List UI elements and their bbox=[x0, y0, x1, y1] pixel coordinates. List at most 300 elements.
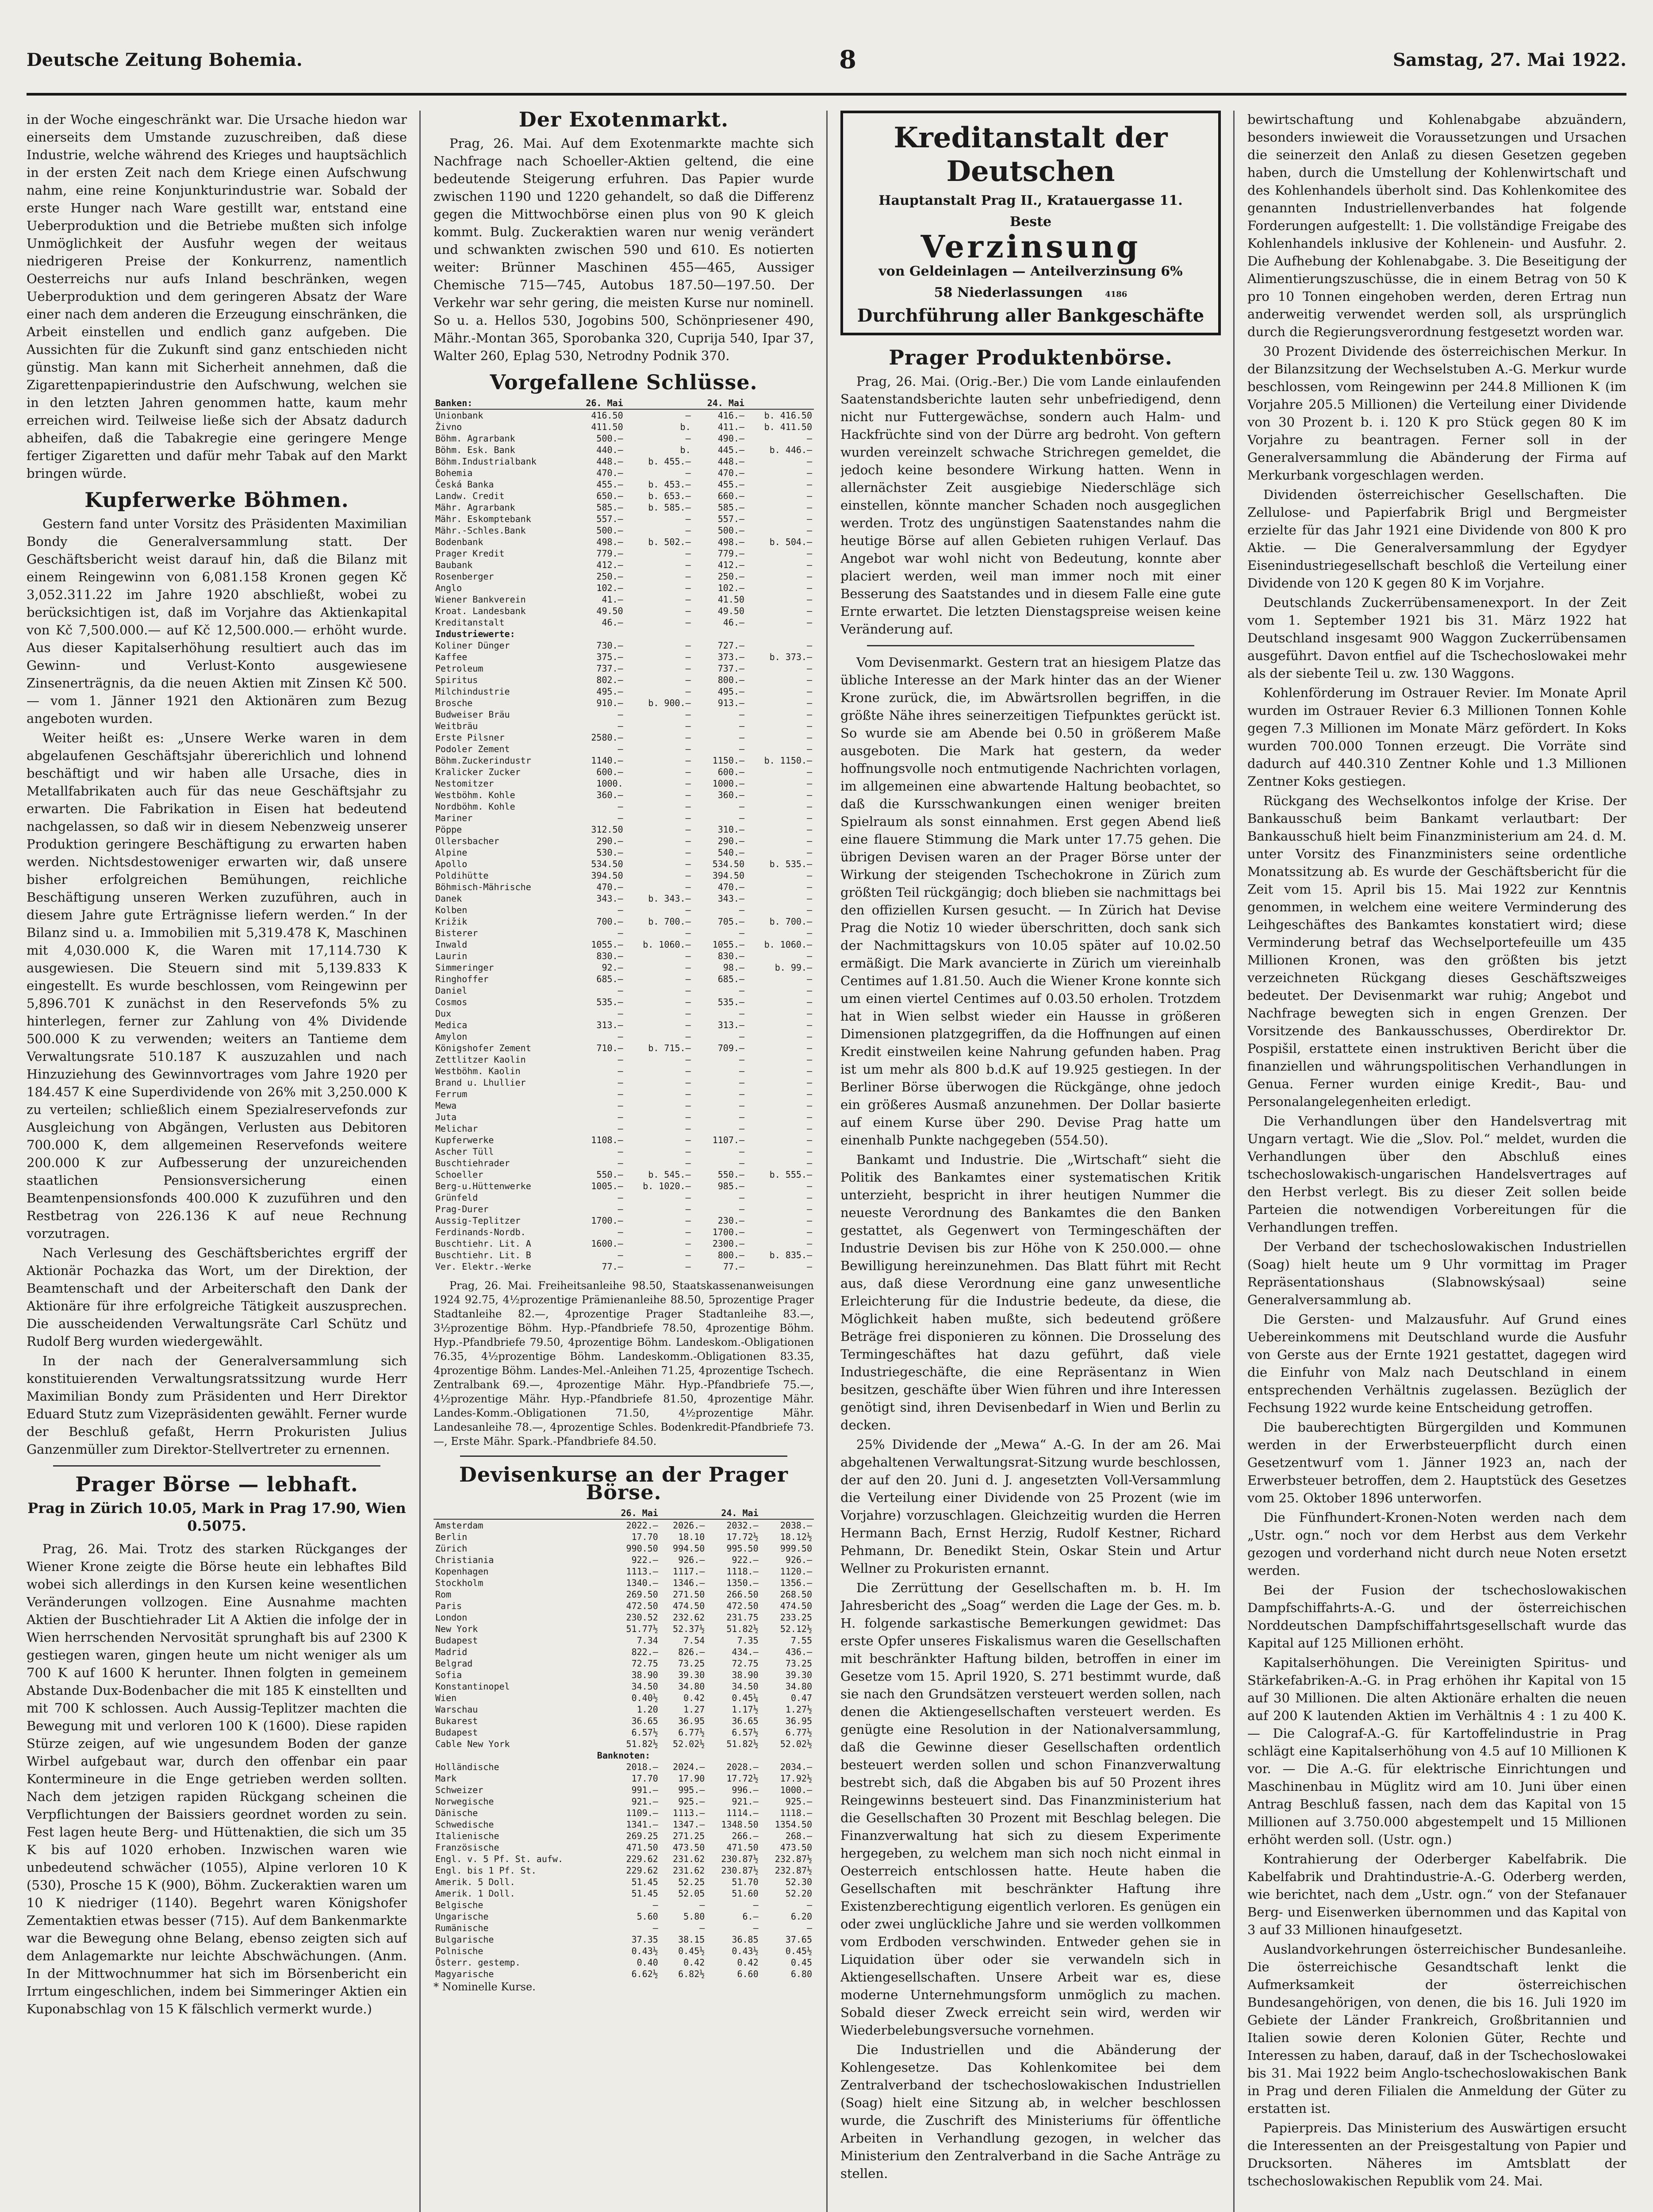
table-cell: Engl. v. 5 Pf. St. aufw. bbox=[435, 1854, 563, 1864]
table-cell: Apollo bbox=[435, 859, 468, 869]
table-cell: 266.— bbox=[732, 1831, 759, 1841]
table-cell: — bbox=[806, 721, 812, 731]
table-cell: 535.— bbox=[717, 997, 744, 1007]
table-cell: Böhmisch-Mährische bbox=[435, 882, 531, 892]
table-cell: — bbox=[685, 790, 691, 800]
table-cell: — bbox=[685, 1066, 691, 1076]
table-cell: — bbox=[739, 732, 744, 743]
table-cell: Österr. gestemp. bbox=[435, 1957, 521, 1968]
table-cell: — bbox=[806, 1238, 812, 1249]
table-cell: 1113.— bbox=[626, 1566, 658, 1577]
table-cell: b. 1060.— bbox=[764, 939, 812, 950]
table-row bbox=[433, 1807, 814, 1819]
table-cell: — bbox=[685, 1100, 691, 1111]
article-text: Kohlenförderung im Ostrauer Revier. Im Monate April wurden im Ostrauer Revier 6.3 Millionen Tonnen Kohle gegen 7.3 Millionen im Monate März gefördert. In Koks wurden 700.000 Tonnen erzeugt. Die Vorräte sind dadurch auf 440.310 Zentner Kohle und 1.3 Millionen Zentner Koks gestiegen. bbox=[1247, 685, 1626, 789]
table-cell: — bbox=[617, 1250, 623, 1260]
table-cell: 474.50 bbox=[673, 1601, 705, 1611]
subheadline: Prag in Zürich 10.05, Mark in Prag 17.90, Wien 0.5075. bbox=[27, 1500, 406, 1534]
table-cell: Ferrum bbox=[435, 1089, 468, 1099]
article-text: Papierpreis. Das Ministerium des Auswärtigen ersucht die Interessenten an der Preisgestaltung von Papier und Drucksorten. Näheres im Amtsblatt der tschechoslowakischen Republik vom 24. Mai. bbox=[1247, 2120, 1626, 2189]
table-cell: Rosenberger bbox=[435, 571, 494, 582]
table-cell: Berg-u.Hüttenwerke bbox=[435, 1181, 531, 1191]
table-cell: 51.60 bbox=[732, 1888, 759, 1899]
table-cell: 412.— bbox=[596, 560, 623, 570]
table-cell: b. 99.— bbox=[775, 962, 812, 973]
table-row bbox=[433, 1773, 814, 1784]
table-cell: — bbox=[685, 514, 691, 524]
table-cell: — bbox=[739, 1158, 744, 1168]
article-text: Der Verband der tschechoslowakischen Industriellen (Soag) hielt heute um 9 Uhr vormittag im Prager Repräsentationshaus (Slabnowskýsaal) seine Generalversammlung ab. bbox=[1247, 1239, 1626, 1307]
table-cell: — bbox=[753, 1900, 759, 1910]
table-cell: 102.— bbox=[596, 583, 623, 593]
table-cell: Mariner bbox=[435, 813, 473, 823]
table-cell: — bbox=[806, 514, 812, 524]
table-cell: — bbox=[617, 1158, 623, 1168]
table-cell: Magyarische bbox=[435, 1969, 494, 1979]
table-row bbox=[433, 1761, 814, 1773]
table-row bbox=[433, 962, 814, 973]
table-cell: — bbox=[739, 1008, 744, 1019]
ad-branches-text: 58 Niederlassungen bbox=[934, 285, 1083, 300]
table-cell: 448.— bbox=[717, 456, 744, 467]
table-cell: — bbox=[806, 801, 812, 812]
table-cell: Bukarest bbox=[435, 1716, 478, 1726]
table-cell: — bbox=[685, 640, 691, 651]
table-cell: — bbox=[685, 525, 691, 536]
table-cell: — bbox=[806, 767, 812, 777]
table-cell: Unionbank bbox=[435, 410, 483, 421]
article-text: Nach Verlesung des Geschäftsberichtes ergriff der Aktionär Pochazka das Wort, um der Direktion, der Beamtenschaft und der Arbeiterschaft den Dank der Aktionäre für ihre erfolgreiche Tätigkeit auszusprechen. Die ausscheidenden Verwaltungsräte Carl Schütz und Rudolf Berg wurden wiedergewählt. bbox=[27, 1245, 407, 1349]
table-cell: — bbox=[685, 1123, 691, 1134]
stock-table bbox=[433, 397, 814, 1272]
table-cell: — bbox=[806, 836, 812, 846]
table-cell: Amerik. 1 Doll. bbox=[435, 1888, 515, 1899]
table-row bbox=[433, 1899, 814, 1911]
table-cell: — bbox=[685, 778, 691, 789]
table-cell: — bbox=[806, 433, 812, 444]
table-cell: 52.12½ bbox=[780, 1624, 812, 1634]
table-cell: — bbox=[806, 594, 812, 605]
table-cell: 585.— bbox=[596, 502, 623, 513]
table-cell: Weitbräu bbox=[435, 721, 478, 731]
table-cell: — bbox=[806, 1146, 812, 1157]
table-cell: 51.82½ bbox=[726, 1624, 759, 1634]
ad-beste: Beste bbox=[1009, 214, 1052, 230]
table-cell: 2034.— bbox=[780, 1762, 812, 1772]
table-cell: — bbox=[806, 1261, 812, 1272]
currency-table bbox=[433, 1507, 814, 1980]
ad-verzinsung: Verzinsung bbox=[920, 228, 1141, 265]
table-cell: 36.85 bbox=[732, 1934, 759, 1945]
ad-code: 4186 bbox=[1105, 290, 1128, 299]
table-cell: 910.— bbox=[596, 698, 623, 708]
table-cell: Bohemia bbox=[435, 468, 473, 478]
table-cell: — bbox=[806, 985, 812, 996]
table-cell: 102.— bbox=[717, 583, 744, 593]
table-cell: 779.— bbox=[596, 548, 623, 559]
table-cell: 6.57½ bbox=[631, 1727, 658, 1738]
table-cell: New York bbox=[435, 1624, 478, 1634]
table-cell: — bbox=[685, 905, 691, 915]
table-cell: 991.— bbox=[631, 1785, 658, 1795]
table-cell: 46.— bbox=[723, 617, 744, 628]
table-cell: — bbox=[617, 905, 623, 915]
table-header-cell bbox=[660, 1507, 707, 1519]
table-row bbox=[433, 582, 814, 594]
table-cell: Nordböhm. Kohle bbox=[435, 801, 515, 812]
table-cell: 685.— bbox=[596, 974, 623, 984]
table-cell: — bbox=[617, 721, 623, 731]
table-cell: 550.— bbox=[596, 1169, 623, 1180]
table-cell: 1055.— bbox=[591, 939, 623, 950]
article-text: Die Fünfhundert-Kronen-Noten werden nach dem „Ustr. ogn.“ noch vor dem Herbst aus dem Verkehr gezogen und vorderhand nicht durch neue Noten ersetzt werden. bbox=[1247, 1510, 1626, 1578]
table-cell: Warschau bbox=[435, 1704, 478, 1715]
table-cell: 996.— bbox=[732, 1785, 759, 1795]
table-cell: Wiener Bankverein bbox=[435, 594, 526, 605]
article-text: Auslandvorkehrungen österreichischer Bundesanleihe. Die österreichische Gesandtschaft lenkt die Aufmerksamkeit der österreichischen Bundesangehörigen, von denen, die bis 16. Juli 1920 im Gebiete der Länder Frankreich, Großbritannien und Italien sowie deren Kolonien Güter, Rechte und Interessen zu haben, darauf, daß in der Tschechoslowakei bis 31. Mai 1922 beim Anglo-tschechoslowakischen Bank in Prag und deren Filialen die Anmeldung der Güter zu erstatten ist. bbox=[1247, 1942, 1626, 2116]
table-cell: 557.— bbox=[596, 514, 623, 524]
table-cell: — bbox=[739, 801, 744, 812]
table-cell: Aussig-Teplitzer bbox=[435, 1215, 521, 1226]
table-cell: 6.20 bbox=[790, 1911, 812, 1922]
table-cell: 1600.— bbox=[591, 1238, 623, 1249]
table-row bbox=[433, 1238, 814, 1249]
table-cell: 6.82½ bbox=[678, 1969, 705, 1979]
table-cell: 995.50 bbox=[726, 1543, 759, 1554]
table-cell: 7.55 bbox=[790, 1635, 812, 1646]
table-cell: 51.77½ bbox=[626, 1624, 658, 1634]
table-cell: Cosmos bbox=[435, 997, 468, 1007]
table-cell: — bbox=[806, 1089, 812, 1099]
headline-prager-boerse: Prager Börse — lebhaft. bbox=[75, 1472, 358, 1496]
table-row bbox=[433, 1957, 814, 1968]
article-text: Prag, 26. Mai. Trotz des starken Rückganges der Wiener Krone zeigte die Börse heute ein lebhaftes Bild wobei sich allerdings in den Kursen keine wesentlichen Veränderungen vollzogen. Eine Ausnahme machten Aktien der Buschtiehrader Lit A Aktien die infolge der in Wien herrschenden Nervosität sprunghaft bis auf 2300 K gestiegen waren, gingen heute um nicht weniger als um 700 K auf 1600 K herunter. Ihnen folgten in gemeinem Abstande Dux-Bodenbacher die mit 185 K einstellten und mit 700 K schlossen. Auch Aussig-Teplitzer machten die Bewegung mit und verloren 100 K (1600). Diese rapiden Stürze zeigen, auf wie ungesundem Boden der ganze Wirbel aufgebaut war, durch den offenbar ein paar Kontermineure in die Enge getrieben werden sollten. Nach dem jetzigen rapiden Rückgang scheinen die Verpflichtungen der Baissiers geordnet worden zu sein. Fest lagen heute Berg- und Hüttenaktien, die sich um 35 K bis auf 1020 erhoben. Inzwischen waren wie unbedeutend schwächer (1055), Alpine verloren 10 K (530), Prosche 15 K (900), Böhm. Zuckeraktien waren um 10 K niedriger (1140). Begehrt waren Königshofer Zementaktien etwas besser (715). Auf dem Bankenmarkte war die Bewegung ohne Belang, ebenso zeigten sich auf dem Anlagemarkte nur leichte Abschwächungen. (Anm. In der Mittwochnummer hat sich im Börsenbericht ein Irrtum eingeschlichen, indem bei Simmeringer Aktien ein Kuponabschlag von 15 K fälschlich vermerkt wurde.) bbox=[27, 1541, 407, 2016]
table-cell: — bbox=[617, 1077, 623, 1088]
table-cell: 455.— bbox=[717, 479, 744, 490]
table-cell: 660.— bbox=[717, 491, 744, 501]
table-row bbox=[433, 1911, 814, 1922]
table-cell: Mähr. Agrarbank bbox=[435, 502, 515, 513]
table-cell: Petroleum bbox=[435, 663, 483, 674]
article-text: bewirtschaftung und Kohlenabgabe abzuändern, besonders inwieweit die Voraussetzungen und Ursachen die seinerzeit den Anlaß zu diesen Gesetzen gegeben haben, durch die Umstellung der Kohlenwirtschaft und des Kohlenhandels überholt sind. Das Kohlenkomitee des genannten Industriellenverbandes hat folgende Forderungen aufgestellt: 1. Die vollständige Freigabe des Kohlenhandels inklusive der Kohlenein- und Ausfuhr. 2. Die Aufhebung der Kohlenabgabe. 3. Die Beseitigung der Alimentierungszuschüsse, die in einem Betrag von 50 K pro 10 Tonnen eingehoben werden, deren Ertrag nun anderweitig verwendet werden soll, als ursprünglich durch die Regierungsverordnung festgesetzt worden war. bbox=[1247, 112, 1626, 339]
table-row bbox=[433, 456, 814, 467]
table-section-label: Banknoten: bbox=[597, 1750, 651, 1761]
table-cell: — bbox=[806, 686, 812, 697]
table-cell: Amerik. 5 Doll. bbox=[435, 1877, 515, 1887]
table-cell: 700.— bbox=[596, 916, 623, 927]
table-cell: 1000. bbox=[596, 778, 623, 789]
table-cell: 411.50 bbox=[591, 422, 623, 432]
table-cell: 269.50 bbox=[626, 1589, 658, 1600]
table-cell: 709.— bbox=[717, 1043, 744, 1053]
table-row bbox=[433, 1704, 814, 1715]
table-cell: 343.— bbox=[596, 893, 623, 904]
table-row bbox=[433, 605, 814, 617]
table-cell: — bbox=[806, 1020, 812, 1030]
table-cell: Kopenhagen bbox=[435, 1566, 489, 1577]
table-cell: 534.50 bbox=[591, 859, 623, 869]
table-row bbox=[433, 1727, 814, 1738]
table-row bbox=[433, 1853, 814, 1865]
table-cell: Schwedische bbox=[435, 1819, 494, 1830]
footnote: * Nominelle Kurse. bbox=[433, 1981, 536, 1993]
table-cell: 18.10 bbox=[678, 1532, 705, 1542]
table-cell: — bbox=[806, 951, 812, 961]
table-cell: — bbox=[806, 698, 812, 708]
table-cell: 830.— bbox=[596, 951, 623, 961]
table-cell: 250.— bbox=[717, 571, 744, 582]
table-cell: — bbox=[685, 663, 691, 674]
table-cell: 6.77½ bbox=[678, 1727, 705, 1738]
table-cell: 394.50 bbox=[712, 870, 744, 881]
table-cell: 495.— bbox=[717, 686, 744, 697]
table-cell: 51.82½ bbox=[626, 1739, 658, 1749]
table-cell: 0.45½ bbox=[678, 1946, 705, 1956]
table-cell: 455.— bbox=[596, 479, 623, 490]
table-cell: 926.— bbox=[785, 1555, 812, 1565]
table-cell: — bbox=[806, 709, 812, 720]
table-row bbox=[433, 1226, 814, 1238]
table-cell: 6.62½ bbox=[631, 1969, 658, 1979]
table-cell: — bbox=[617, 1066, 623, 1076]
table-row bbox=[433, 1146, 814, 1157]
table-cell: 2024.— bbox=[673, 1762, 705, 1772]
table-cell: — bbox=[685, 870, 691, 881]
column-1 bbox=[27, 111, 407, 2212]
table-cell: b. 1060.— bbox=[643, 939, 691, 950]
table-cell: 52.37½ bbox=[673, 1624, 705, 1634]
table-cell: Westböhm. Kohle bbox=[435, 790, 515, 800]
table-cell: 49.50 bbox=[596, 606, 623, 616]
table-cell: 17.92½ bbox=[780, 1773, 812, 1784]
table-cell: London bbox=[435, 1612, 468, 1623]
table-cell: — bbox=[685, 813, 691, 823]
table-row bbox=[433, 1692, 814, 1704]
table-cell: — bbox=[739, 721, 744, 731]
table-cell: 7.35 bbox=[737, 1635, 759, 1646]
table-cell: 550.— bbox=[717, 1169, 744, 1180]
table-cell: — bbox=[806, 1204, 812, 1214]
table-cell: — bbox=[617, 985, 623, 996]
table-cell: 77.— bbox=[723, 1261, 744, 1272]
table-cell: Polnische bbox=[435, 1946, 483, 1956]
table-row bbox=[433, 1922, 814, 1934]
table-cell: Brosche bbox=[435, 698, 473, 708]
table-cell: 266.50 bbox=[726, 1589, 759, 1600]
table-cell: Ollersbacher bbox=[435, 836, 499, 846]
table-row bbox=[433, 1077, 814, 1088]
table-cell: 229.62 bbox=[626, 1854, 658, 1864]
table-cell: Wien bbox=[435, 1693, 457, 1703]
table-cell: — bbox=[685, 847, 691, 858]
table-row bbox=[433, 858, 814, 870]
table-cell: — bbox=[685, 583, 691, 593]
table-cell: — bbox=[685, 709, 691, 720]
article-text: Die Zerrüttung der Gesellschaften m. b. H. Im Jahresbericht des „Soag“ werden die Lage der Ges. m. b. H. folgende sarkastische Bemerkungen gewidmet: Das erste Opfer unseres Fiskalismus waren die Gesellschaften mit beschränkter Haftung bilden, betroffen in einer im Gesetze vom 15. April 1920, S. 271 bestimmt wurde, daß sie nach den Grundsätzen versteuert werden sollen, nach denen die Aktiengesellschaften versteuert werden. Es genügte eine Resolution in der Nationalversammlung, daß die Gewinne dieser Gesellschaften ordentlich besteuert werden sollen und schon Finanzverwaltung bestrebt sich, daß die Abgaben bis auf 50 Prozent ihres Reingewinns besteuert sind. Das Finanzministerium hat die Gesellschaften 30 Prozent mit Beschlag belegen. Die Finanzverwaltung hat sich zu diesem Experimente hergegeben, zu welchem man sich noch nicht einmal in Oesterreich entschlossen hatte. Heute haben die Gesellschaften mit beschränkter Haftung ihre Existenzberechtigung eigentlich verloren. Es genügen ein oder zwei unglückliche Jahre und sie werden vollkommen vom Erdboden verschwinden. Entweder gehen sie in Liquidation über oder sie verwandeln sich in Aktiengesellschaften. Unsere Arbeit war es, diese moderne Unternehmungsform unmöglich zu machen. Sobald dieser Zweck erreicht sein wird, werden wir Wiederbelebungsversuche vornehmen. bbox=[840, 1580, 1221, 2038]
table-cell: 434.— bbox=[732, 1647, 759, 1657]
table-cell: 232.62 bbox=[673, 1612, 705, 1623]
table-row bbox=[433, 617, 814, 628]
table-header-cell: 26. Mai bbox=[606, 1507, 660, 1519]
table-cell: 17.90 bbox=[678, 1773, 705, 1784]
table-cell: Poldihütte bbox=[435, 870, 489, 881]
table-cell: 440.— bbox=[596, 445, 623, 455]
table-cell: 985.— bbox=[717, 1181, 744, 1191]
table-cell: 1000.— bbox=[780, 1785, 812, 1795]
table-cell: 17.70 bbox=[631, 1532, 658, 1542]
table-row bbox=[433, 1100, 814, 1111]
table-cell: 52.20 bbox=[785, 1888, 812, 1899]
table-cell: 1005.— bbox=[591, 1181, 623, 1191]
table-cell: — bbox=[652, 1923, 658, 1933]
table-row bbox=[433, 697, 814, 709]
table-row bbox=[433, 1784, 814, 1796]
table-cell: 2032.— bbox=[726, 1520, 759, 1531]
table-cell: — bbox=[806, 778, 812, 789]
table-cell: — bbox=[617, 1100, 623, 1111]
table-cell: Kolben bbox=[435, 905, 468, 915]
table-row bbox=[433, 1819, 814, 1830]
table-row bbox=[433, 1669, 814, 1681]
table-cell: 360.— bbox=[717, 790, 744, 800]
table-cell: — bbox=[685, 594, 691, 605]
table-cell: b. 700.— bbox=[648, 916, 691, 927]
table-cell: — bbox=[685, 755, 691, 766]
table-cell: 51.45 bbox=[631, 1877, 658, 1887]
table-row bbox=[433, 1519, 814, 1531]
table-row bbox=[433, 1134, 814, 1146]
table-cell: 0.45 bbox=[790, 1957, 812, 1968]
table-cell: 1356.— bbox=[780, 1578, 812, 1588]
table-cell: Zettlitzer Kaolin bbox=[435, 1054, 526, 1065]
table-cell: Koliner Dünger bbox=[435, 640, 510, 651]
table-cell: 802.— bbox=[596, 675, 623, 685]
table-cell: b. 555.— bbox=[769, 1169, 812, 1180]
table-cell: — bbox=[806, 790, 812, 800]
table-cell: — bbox=[685, 859, 691, 869]
table-cell: 1700.— bbox=[591, 1215, 623, 1226]
table-row bbox=[433, 720, 814, 732]
table-cell: 52.30 bbox=[785, 1877, 812, 1887]
table-cell: 921.— bbox=[732, 1796, 759, 1807]
table-row bbox=[433, 663, 814, 674]
table-cell: — bbox=[739, 1054, 744, 1065]
table-cell: Kreditanstalt bbox=[435, 617, 505, 628]
table-cell: 1140.— bbox=[591, 755, 623, 766]
table-row bbox=[433, 1968, 814, 1980]
table-cell: — bbox=[685, 1054, 691, 1065]
table-cell: Königshofer Zement bbox=[435, 1043, 531, 1053]
table-cell: 500.— bbox=[717, 525, 744, 536]
table-cell: — bbox=[806, 548, 812, 559]
table-cell: — bbox=[699, 1923, 705, 1933]
table-cell: b. 1020.— bbox=[643, 1181, 691, 1191]
table-cell: Schweizer bbox=[435, 1785, 483, 1795]
table-cell: 36.65 bbox=[732, 1716, 759, 1726]
table-header-cell bbox=[433, 1507, 606, 1519]
table-cell: Spiritus bbox=[435, 675, 478, 685]
table-cell: 232.87½ bbox=[775, 1865, 812, 1876]
table-row bbox=[433, 433, 814, 444]
table-cell: Holländische bbox=[435, 1762, 499, 1772]
table-cell: — bbox=[806, 1192, 812, 1203]
table-cell: Norwegische bbox=[435, 1796, 494, 1807]
table-cell: — bbox=[685, 824, 691, 835]
table-cell: 737.— bbox=[596, 663, 623, 674]
table-cell: 73.25 bbox=[785, 1658, 812, 1669]
table-cell: 290.— bbox=[596, 836, 623, 846]
table-cell: — bbox=[685, 836, 691, 846]
table-cell: — bbox=[685, 1031, 691, 1042]
table-cell: 34.50 bbox=[732, 1681, 759, 1692]
table-cell: 472.50 bbox=[726, 1601, 759, 1611]
table-cell: 1117.— bbox=[673, 1566, 705, 1577]
table-header-cell bbox=[625, 397, 693, 409]
table-cell: — bbox=[806, 560, 812, 570]
table-cell: 500.— bbox=[596, 525, 623, 536]
table-row bbox=[433, 1042, 814, 1054]
table-cell: Dux bbox=[435, 1008, 452, 1019]
table-cell: — bbox=[739, 985, 744, 996]
table-cell: — bbox=[617, 928, 623, 938]
table-cell: Stockholm bbox=[435, 1578, 483, 1588]
table-cell: Landw. Credit bbox=[435, 491, 505, 501]
table-row bbox=[433, 1215, 814, 1226]
table-cell: 922.— bbox=[732, 1555, 759, 1565]
table-row bbox=[433, 847, 814, 858]
issue-date: Samstag, 27. Mai 1922. bbox=[1393, 49, 1626, 70]
ad-address: Hauptanstalt Prag II., Kratauergasse 11. bbox=[878, 193, 1183, 208]
table-cell: — bbox=[685, 468, 691, 478]
table-row bbox=[433, 789, 814, 801]
table-row bbox=[433, 996, 814, 1008]
table-cell: — bbox=[806, 905, 812, 915]
table-row bbox=[433, 812, 814, 824]
table-cell: 6.80 bbox=[790, 1969, 812, 1979]
table-cell: 2580.— bbox=[591, 732, 623, 743]
table-cell: — bbox=[685, 1020, 691, 1030]
table-cell: 230.— bbox=[717, 1215, 744, 1226]
table-cell: 233.25 bbox=[780, 1612, 812, 1623]
divider bbox=[460, 1455, 787, 1457]
table-cell: 990.50 bbox=[626, 1543, 658, 1554]
table-cell: Engl. bis 1 Pf. St. bbox=[435, 1865, 537, 1876]
table-cell: — bbox=[617, 1123, 623, 1134]
table-cell: 540.— bbox=[717, 847, 744, 858]
table-cell: Milchindustrie bbox=[435, 686, 510, 697]
table-cell: 999.50 bbox=[780, 1543, 812, 1554]
article-text: 25% Dividende der „Mewa“ A.-G. In der am 26. Mai abgehaltenen Verwaltungsrat-Sitzung wurde beschlossen, der auf den 20. Juni d. J. angesetzten Voll-Versammlung die Verteilung einer Dividende von 25 Prozent (wie im Vorjahre) vorzuschlagen. Gleichzeitig wurden die Herren Hermann Bach, Ernst Herzig, Rudolf Kestner, Richard Pehmann, Dr. Benedikt Stein, Oskar Stein und Artur Wellner zu Prokuristen ernannt. bbox=[840, 1437, 1221, 1576]
table-cell: — bbox=[685, 560, 691, 570]
table-cell: 230.87½ bbox=[721, 1865, 759, 1876]
table-cell: Grünfeld bbox=[435, 1192, 478, 1203]
table-cell: — bbox=[806, 813, 812, 823]
table-cell: Prager Kredit bbox=[435, 548, 505, 559]
table-cell: — bbox=[739, 1066, 744, 1076]
table-cell: 37.35 bbox=[631, 1934, 658, 1945]
table-cell: — bbox=[739, 1031, 744, 1042]
table-cell: 72.75 bbox=[631, 1658, 658, 1669]
table-cell: Kralicker Zucker bbox=[435, 767, 521, 777]
table-cell: 72.75 bbox=[732, 1658, 759, 1669]
table-cell: 800.— bbox=[717, 675, 744, 685]
table-cell: Französische bbox=[435, 1842, 499, 1853]
newspaper-page bbox=[27, 27, 1626, 2212]
table-cell: Budapest bbox=[435, 1635, 478, 1646]
table-cell: 471.50 bbox=[626, 1842, 658, 1853]
table-cell: Česká Banka bbox=[435, 479, 494, 490]
table-cell: 92.— bbox=[602, 962, 623, 973]
